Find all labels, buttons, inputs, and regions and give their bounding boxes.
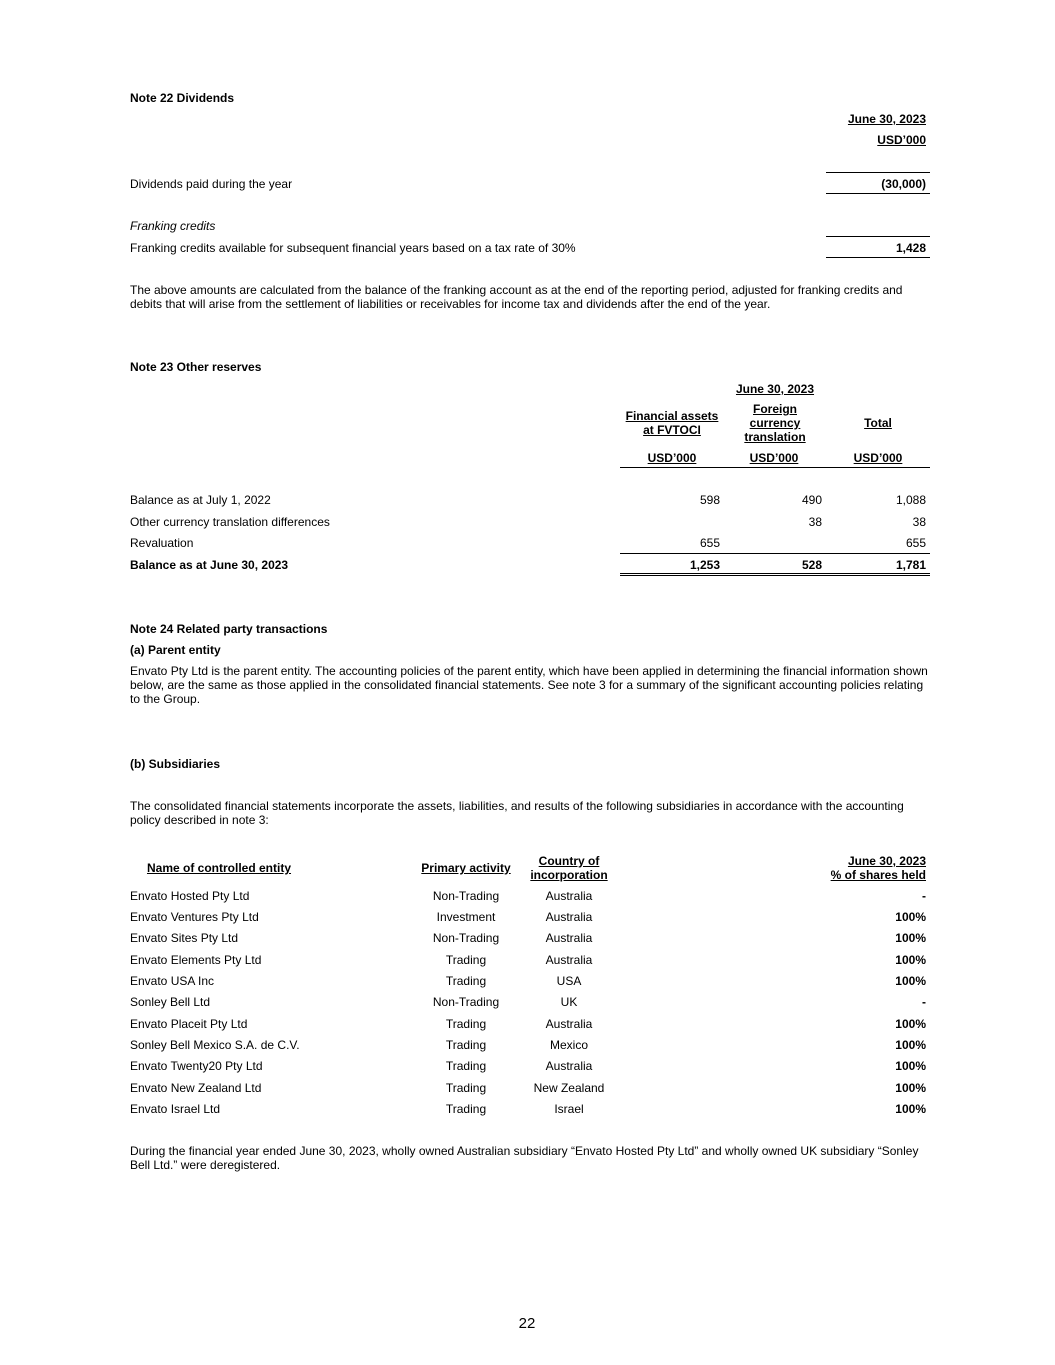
entity-name: Envato Sites Pty Ltd xyxy=(130,931,239,945)
cell-fx: 490 xyxy=(801,493,822,507)
entity-country: Australia xyxy=(545,889,593,903)
col-header-total: Total xyxy=(864,416,892,430)
col-unit-fvtoci: USD’000 xyxy=(647,451,697,465)
dividends-label: Dividends paid during the year xyxy=(130,177,293,191)
entity-activity: Trading xyxy=(445,1102,487,1116)
note22-col-header: June 30, 2023 xyxy=(847,112,926,126)
entity-country: Australia xyxy=(545,910,593,924)
note24-title: Note 24 Related party transactions xyxy=(130,622,328,636)
entity-shares: 100% xyxy=(895,910,926,924)
cell-fx: 528 xyxy=(801,558,822,572)
header-country-1: Country of xyxy=(538,854,600,868)
note23-period: June 30, 2023 xyxy=(735,382,815,396)
entity-name: Envato Twenty20 Pty Ltd xyxy=(130,1059,263,1073)
entity-activity: Trading xyxy=(445,1059,487,1073)
entity-activity: Trading xyxy=(445,1081,487,1095)
entity-name: Sonley Bell Ltd xyxy=(130,995,211,1009)
header-primary-activity: Primary activity xyxy=(421,861,511,875)
franking-heading: Franking credits xyxy=(130,219,216,233)
entity-activity: Trading xyxy=(445,974,487,988)
page-number: 22 xyxy=(518,1315,536,1332)
closing-paragraph: During the financial year ended June 30, 2023, wholly owned Australian subsidiary “Envato Hosted Pty Ltd” and wholly owned UK subsidiary “Sonley Bell Ltd.” were deregistered. xyxy=(130,1144,919,1172)
entity-country: New Zealand xyxy=(533,1081,605,1095)
entity-name: Envato Elements Pty Ltd xyxy=(130,953,262,967)
franking-label: Franking credits available for subsequent financial years based on a tax rate of 30% xyxy=(130,241,576,255)
entity-country: Australia xyxy=(545,1017,593,1031)
entity-name: Envato Ventures Pty Ltd xyxy=(130,910,259,924)
subsidiaries-paragraph: The consolidated financial statements incorporate the assets, liabilities, and results of the following subsidiaries in accordance with the accounting policy described in note 3: xyxy=(130,799,904,827)
cell-total: 1,781 xyxy=(895,558,926,572)
divider xyxy=(620,575,930,576)
cell-fvtoci: 598 xyxy=(699,493,720,507)
cell-fx: 38 xyxy=(808,515,822,529)
col-header-fvtoci: Financial assets at FVTOCI xyxy=(625,409,719,437)
franking-value: 1,428 xyxy=(895,241,926,255)
row-label: Other currency translation differences xyxy=(130,515,330,529)
header-entity-name: Name of controlled entity xyxy=(146,861,292,875)
entity-country: Australia xyxy=(545,1059,593,1073)
divider xyxy=(620,553,930,554)
entity-name: Envato Placeit Pty Ltd xyxy=(130,1017,248,1031)
note23-title: Note 23 Other reserves xyxy=(130,360,262,374)
entity-activity: Non-Trading xyxy=(432,995,500,1009)
entity-activity: Trading xyxy=(445,953,487,967)
entity-activity: Trading xyxy=(445,1017,487,1031)
note22-paragraph: The above amounts are calculated from the balance of the franking account as at the end of the reporting period, adjusted for franking credits and debits that will arise from the settlement of liabilities or receivables for income tax and dividends after the end of the year. xyxy=(130,283,903,311)
col-header-fx: Foreign currency translation xyxy=(744,402,806,444)
cell-total: 1,088 xyxy=(895,493,926,507)
entity-name: Envato USA Inc xyxy=(130,974,215,988)
divider xyxy=(826,257,930,258)
col-unit-fx: USD’000 xyxy=(749,451,799,465)
cell-total: 655 xyxy=(905,536,926,550)
entity-shares: 100% xyxy=(895,953,926,967)
entity-country: USA xyxy=(556,974,582,988)
entity-name: Envato Hosted Pty Ltd xyxy=(130,889,250,903)
row-label: Balance as at June 30, 2023 xyxy=(130,558,289,572)
entity-shares: 100% xyxy=(895,1017,926,1031)
entity-shares: 100% xyxy=(895,1102,926,1116)
divider xyxy=(620,573,930,574)
divider xyxy=(826,172,930,173)
entity-activity: Investment xyxy=(436,910,496,924)
entity-activity: Trading xyxy=(445,1038,487,1052)
entity-shares: 100% xyxy=(895,1081,926,1095)
note22-col-unit: USD’000 xyxy=(877,133,926,147)
divider xyxy=(826,236,930,237)
subsidiaries-heading: (b) Subsidiaries xyxy=(130,757,221,771)
entity-name: Sonley Bell Mexico S.A. de C.V. xyxy=(130,1038,300,1052)
entity-shares: 100% xyxy=(895,931,926,945)
cell-fvtoci: 1,253 xyxy=(689,558,720,572)
entity-country: Israel xyxy=(554,1102,584,1116)
entity-country: Australia xyxy=(545,931,593,945)
col-unit-total: USD’000 xyxy=(853,451,903,465)
parent-entity-paragraph: Envato Pty Ltd is the parent entity. The accounting policies of the parent entity, which have been applied in determining the financial information shown below, are the same as those applied in the consolidated financial statements. See note 3 for a summary of the significant accounting policies relating to the Group. xyxy=(130,664,928,706)
entity-country: UK xyxy=(560,995,578,1009)
dividends-value: (30,000) xyxy=(881,177,926,191)
entity-country: Mexico xyxy=(549,1038,588,1052)
entity-name: Envato New Zealand Ltd xyxy=(130,1081,262,1095)
header-shares-2: % of shares held xyxy=(830,868,926,882)
entity-shares: - xyxy=(922,995,926,1009)
row-label: Revaluation xyxy=(130,536,194,550)
entity-shares: 100% xyxy=(895,1038,926,1052)
entity-shares: 100% xyxy=(895,1059,926,1073)
row-label: Balance as at July 1, 2022 xyxy=(130,493,271,507)
entity-country: Australia xyxy=(545,953,593,967)
entity-shares: 100% xyxy=(895,974,926,988)
cell-total: 38 xyxy=(912,515,926,529)
header-country-2: incorporation xyxy=(530,868,608,882)
divider xyxy=(826,193,930,194)
parent-entity-heading: (a) Parent entity xyxy=(130,643,221,657)
entity-name: Envato Israel Ltd xyxy=(130,1102,221,1116)
divider xyxy=(620,467,930,468)
note22-title: Note 22 Dividends xyxy=(130,91,235,105)
entity-shares: - xyxy=(922,889,926,903)
entity-activity: Non-Trading xyxy=(432,931,500,945)
cell-fvtoci: 655 xyxy=(699,536,720,550)
header-shares-1: June 30, 2023 xyxy=(847,854,926,868)
entity-activity: Non-Trading xyxy=(432,889,500,903)
